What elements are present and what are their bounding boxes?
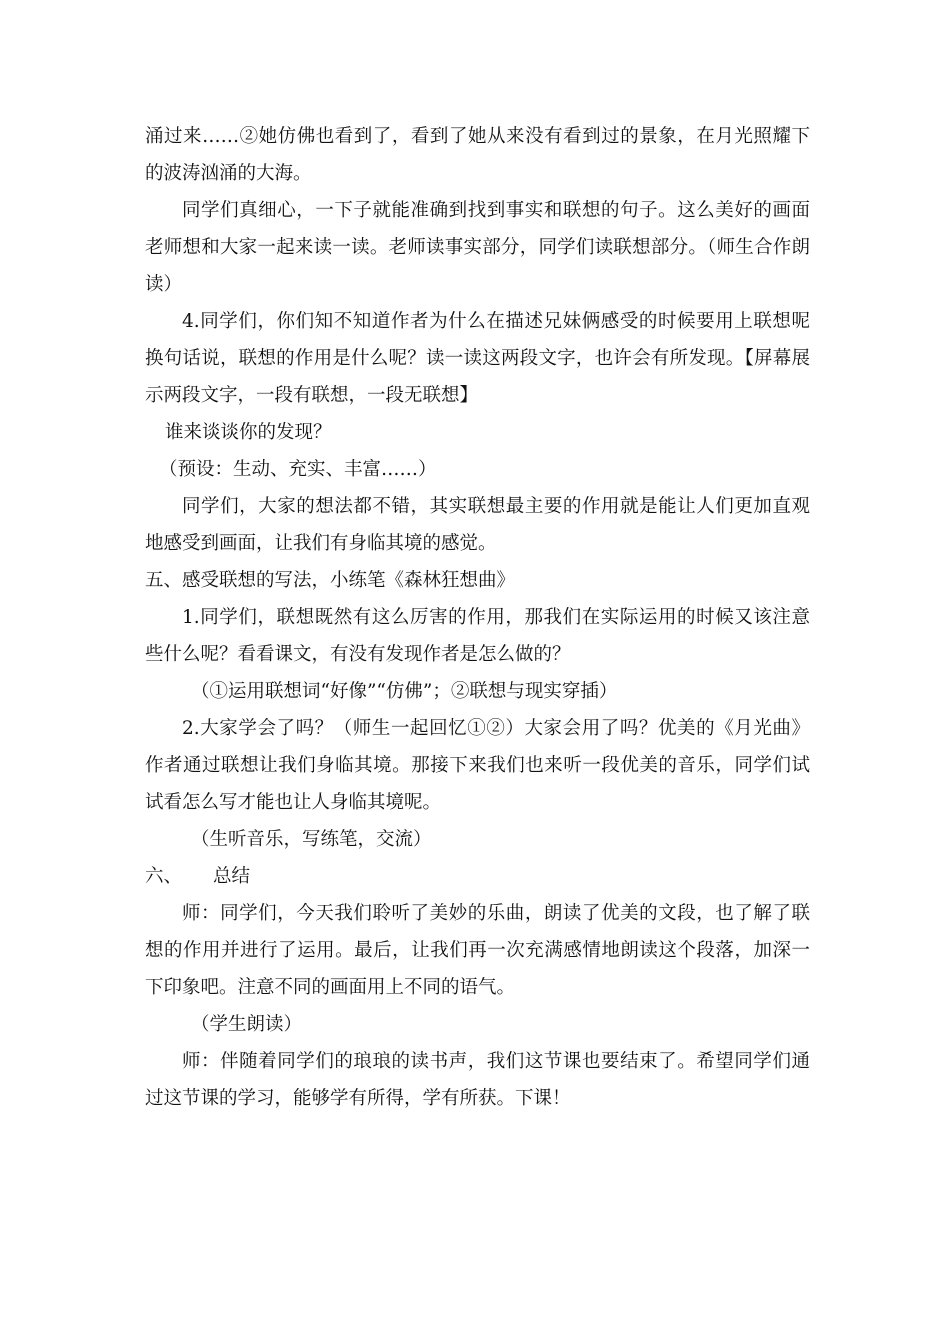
paragraph-praise: 同学们真细心，一下子就能准确到找到事实和联想的句子。这么美好的画面老师想和大家一起来读一读。老师读事实部分，同学们读联想部分。（师生合作朗读） [145,200,810,295]
paragraph-preset: （预设：生动、充实、丰富……） [159,459,437,480]
section-number-6: 六、 [145,866,183,887]
paragraph-method-note: （①运用联想词“好像”“仿佛”；②联想与现实穿插） [191,681,618,702]
paragraph-step-1: 1.同学们，联想既然有这么厉害的作用，那我们在实际运用的时候又该注意些什么呢？看看课文，有没有发现作者是怎么做的？ [145,607,810,665]
section-title-summary: 总结 [213,866,251,887]
paragraph-activity-note: （生听音乐，写练笔，交流） [191,829,432,850]
section-heading-5: 五、感受联想的写法，小练笔《森林狂想曲》 [145,570,516,591]
paragraph-question: 谁来谈谈你的发现？ [165,422,332,443]
paragraph-closing: 师：伴随着同学们的琅琅的读书声，我们这节课也要结束了。希望同学们通过这节课的学习，能够学有所得，学有所获。下课！ [145,1051,810,1109]
section-heading-6 [145,858,810,895]
paragraph-continuation: 涌过来……②她仿佛也看到了，看到了她从来没有看到过的景象，在月光照耀下的波涛汹涌的大海。 [145,126,810,184]
paragraph-student-reading: （学生朗读） [191,1014,303,1035]
document-body [145,118,810,1117]
paragraph-step-2: 2.大家学会了吗？（师生一起回忆①②）大家会用了吗？优美的《月光曲》作者通过联想让我们身临其境。那接下来我们也来听一段优美的音乐，同学们试试看怎么写才能也让人身临其境呢。 [145,718,810,813]
paragraph-step-4: 4.同学们，你们知不知道作者为什么在描述兄妹俩感受的时候要用上联想呢换句话说，联想的作用是什么呢？读一读这两段文字，也许会有所发现。【屏幕展示两段文字，一段有联想，一段无联想】 [145,311,810,406]
paragraph-teacher-summary: 师：同学们，今天我们聆听了美妙的乐曲，朗读了优美的文段，也了解了联想的作用并进行了运用。最后，让我们再一次充满感情地朗读这个段落，加深一下印象吧。注意不同的画面用上不同的语气。 [145,903,810,998]
paragraph-summary-effect: 同学们，大家的想法都不错，其实联想最主要的作用就是能让人们更加直观地感受到画面，让我们有身临其境的感觉。 [145,496,810,554]
